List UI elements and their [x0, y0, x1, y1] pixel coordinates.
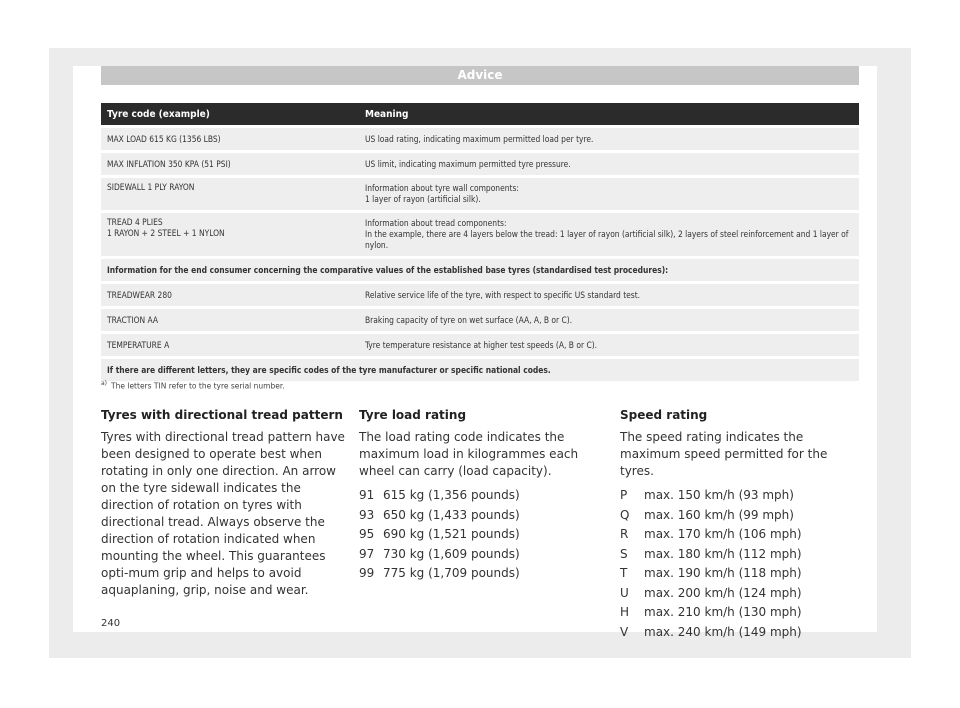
- footnote: [101, 380, 285, 391]
- table-row: [101, 259, 859, 281]
- tyre-code: SIDEWALL 1 PLY RAYON: [107, 182, 195, 192]
- list-item: [620, 506, 860, 526]
- load-value: 775 kg (1,709 pounds): [383, 566, 520, 580]
- list-item: [620, 525, 860, 545]
- list-item: [359, 506, 599, 526]
- code-meaning: Relative service life of the tyre, with respect to specific US standard test.: [365, 289, 641, 300]
- consumer-info-note: Information for the end consumer concerning the comparative values of the established base tyres (standardised test procedures):: [101, 259, 859, 281]
- tyre-code: TRACTION AA: [107, 314, 159, 325]
- directional-title: Tyres with directional tread pattern: [101, 408, 343, 422]
- header-meaning: Meaning: [359, 103, 859, 125]
- list-item: [620, 564, 860, 584]
- speed-code: U: [620, 585, 629, 600]
- tyre-code-table: [101, 100, 859, 384]
- list-item: [359, 525, 599, 545]
- load-value: 690 kg (1,521 pounds): [383, 527, 520, 541]
- manufacturer-codes-note: If there are different letters, they are specific codes of the tyre manufacturer or specific national codes.: [101, 359, 859, 381]
- table-row: [101, 128, 859, 150]
- speed-value: max. 190 km/h (118 mph): [644, 566, 802, 580]
- list-item: [359, 545, 599, 565]
- code-meaning: Information about tyre wall components:: [365, 183, 519, 193]
- load-rating-title: Tyre load rating: [359, 408, 467, 422]
- speed-code: H: [620, 605, 630, 619]
- footnote-text: The letters TIN refer to the tyre serial number.: [111, 381, 285, 391]
- load-code: 91: [359, 488, 375, 502]
- speed-code: V: [620, 624, 629, 639]
- load-value: 650 kg (1,433 pounds): [383, 507, 520, 522]
- advice-title: Advice: [101, 66, 859, 85]
- load-rating-body: The load rating code indicates the maximum load in kilogrammes each wheel can carry (load capacity).: [359, 430, 579, 478]
- code-meaning: Tyre temperature resistance at higher test speeds (A, B or C).: [365, 339, 598, 350]
- load-value: 730 kg (1,609 pounds): [383, 546, 520, 561]
- speed-value: max. 210 km/h (130 mph): [644, 605, 802, 619]
- tyre-code: MAX INFLATION 350 KPA (51 PSI): [107, 158, 231, 169]
- list-item: [620, 584, 860, 604]
- table-row: [101, 153, 859, 175]
- header-tyre-code: Tyre code (example): [101, 103, 359, 125]
- load-code: 93: [359, 507, 375, 522]
- code-meaning: US load rating, indicating maximum permitted load per tyre.: [365, 133, 594, 144]
- code-meaning: In the example, there are 4 layers below the tread: 1 layer of rayon (artificial silk), 2 layers of steel reinforcement and 1 layer of nylon.: [365, 229, 849, 250]
- load-code: 99: [359, 566, 375, 580]
- list-item: [620, 545, 860, 565]
- code-meaning: 1 layer of rayon (artificial silk).: [365, 194, 481, 204]
- directional-body: Tyres with directional tread pattern have been designed to operate best when rotating in only one direction. An arrow on the tyre sidewall indicates the direction of rotation on tyres with directional tread. Always observe the direction of rotation indicated when mounting the wheel. This guarantees opti-mum grip and helps to avoid aquaplaning, grip, noise and wear.: [101, 430, 345, 597]
- list-item: [620, 623, 860, 643]
- speed-value: max. 150 km/h (93 mph): [644, 488, 794, 502]
- tyre-code: TEMPERATURE A: [107, 339, 170, 350]
- list-item: [620, 603, 860, 623]
- list-item: [620, 486, 860, 506]
- code-meaning: Information about tread components:: [365, 218, 507, 228]
- list-item: [359, 564, 599, 584]
- code-meaning: US limit, indicating maximum permitted tyre pressure.: [365, 158, 571, 169]
- speed-rating-title: Speed rating: [620, 408, 708, 422]
- list-item: [359, 486, 599, 506]
- tyre-code: TREADWEAR 280: [107, 289, 172, 300]
- speed-value: max. 200 km/h (124 mph): [644, 585, 802, 600]
- speed-code: P: [620, 488, 628, 502]
- speed-value: max. 240 km/h (149 mph): [644, 624, 802, 639]
- table-row: [101, 359, 859, 381]
- speed-rating-section: [620, 408, 860, 642]
- load-code: 95: [359, 527, 375, 541]
- tyre-code: TREAD 4 PLIES: [107, 217, 163, 227]
- speed-value: max. 160 km/h (99 mph): [644, 507, 794, 522]
- table-row: [101, 334, 859, 356]
- code-meaning: Braking capacity of tyre on wet surface (AA, A, B or C).: [365, 314, 573, 325]
- speed-code: R: [620, 527, 629, 541]
- table-row: [101, 178, 859, 210]
- load-code: 97: [359, 546, 375, 561]
- directional-section: [101, 408, 346, 605]
- tyre-code: 1 RAYON + 2 STEEL + 1 NYLON: [107, 228, 225, 238]
- page-number: 240: [101, 618, 121, 629]
- speed-code: Q: [620, 507, 630, 522]
- table-row: [101, 284, 859, 306]
- load-rating-section: [359, 408, 599, 584]
- speed-code: T: [620, 566, 628, 580]
- speed-code: S: [620, 546, 628, 561]
- table-row: [101, 309, 859, 331]
- load-value: 615 kg (1,356 pounds): [383, 488, 520, 502]
- speed-value: max. 170 km/h (106 mph): [644, 527, 802, 541]
- speed-value: max. 180 km/h (112 mph): [644, 546, 802, 561]
- speed-rating-body: The speed rating indicates the maximum speed permitted for the tyres.: [620, 430, 828, 478]
- table-row: [101, 213, 859, 256]
- tyre-code: MAX LOAD 615 KG (1356 LBS): [107, 133, 221, 144]
- footnote-marker: a): [101, 380, 108, 387]
